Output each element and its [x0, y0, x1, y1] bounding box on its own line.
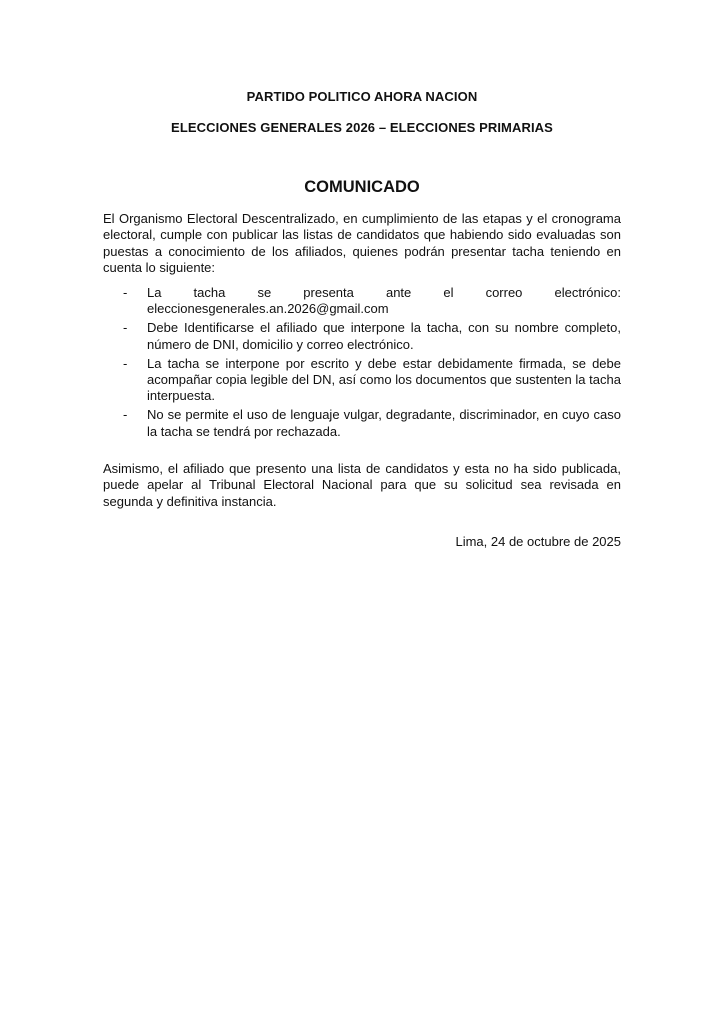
bullet-dash: - [123, 285, 128, 300]
bullet-dash: - [123, 407, 128, 423]
party-name-heading: PARTIDO POLITICO AHORA NACION [246, 89, 478, 104]
list-item [103, 356, 621, 405]
email-instruction-text: La tacha se presenta ante el correo electrónico: [147, 285, 621, 300]
list-item [103, 407, 621, 440]
election-name-heading: ELECCIONES GENERALES 2026 – ELECCIONES PRIMARIAS [171, 120, 553, 135]
closing-paragraph: Asimismo, el afiliado que presento una lista de candidatos y esta no ha sido publicada, puede apelar al Tribunal Electoral Nacional para que su solicitud sea revisada en segunda y definitiva instancia. [103, 461, 621, 509]
list-item [103, 320, 621, 353]
intro-paragraph: El Organismo Electoral Descentralizado, en cumplimiento de las etapas y el cronograma electoral, cumple con publicar las listas de candidatos que habiendo sido evaluadas son puestas a conocimiento de los afiliados, quienes podrán presentar tacha teniendo en cuenta lo siguiente: [103, 211, 621, 276]
document-title: COMUNICADO [304, 178, 420, 196]
bullet-dash: - [123, 320, 128, 336]
email-address: eleccionesgenerales.an.2026@gmail.com [147, 301, 389, 317]
language-rule: No se permite el uso de lenguaje vulgar, degradante, discriminador, en cuyo caso la tacha se tendrá por rechazada. [147, 407, 621, 439]
bullet-dash: - [123, 355, 128, 371]
identification-requirement: Debe Identificarse el afiliado que interpone la tacha, con su nombre completo, número de DNI, domicilio y correo electrónico. [147, 320, 621, 352]
written-signed-requirement: La tacha se interpone por escrito y debe estar debidamente firmada, se debe acompañar copia legible del DN, así como los documentos que sustenten la tacha interpuesta. [147, 355, 621, 404]
requirements-list [103, 285, 621, 443]
list-item [103, 285, 621, 318]
date-signature-line: Lima, 24 de octubre de 2025 [455, 534, 621, 549]
